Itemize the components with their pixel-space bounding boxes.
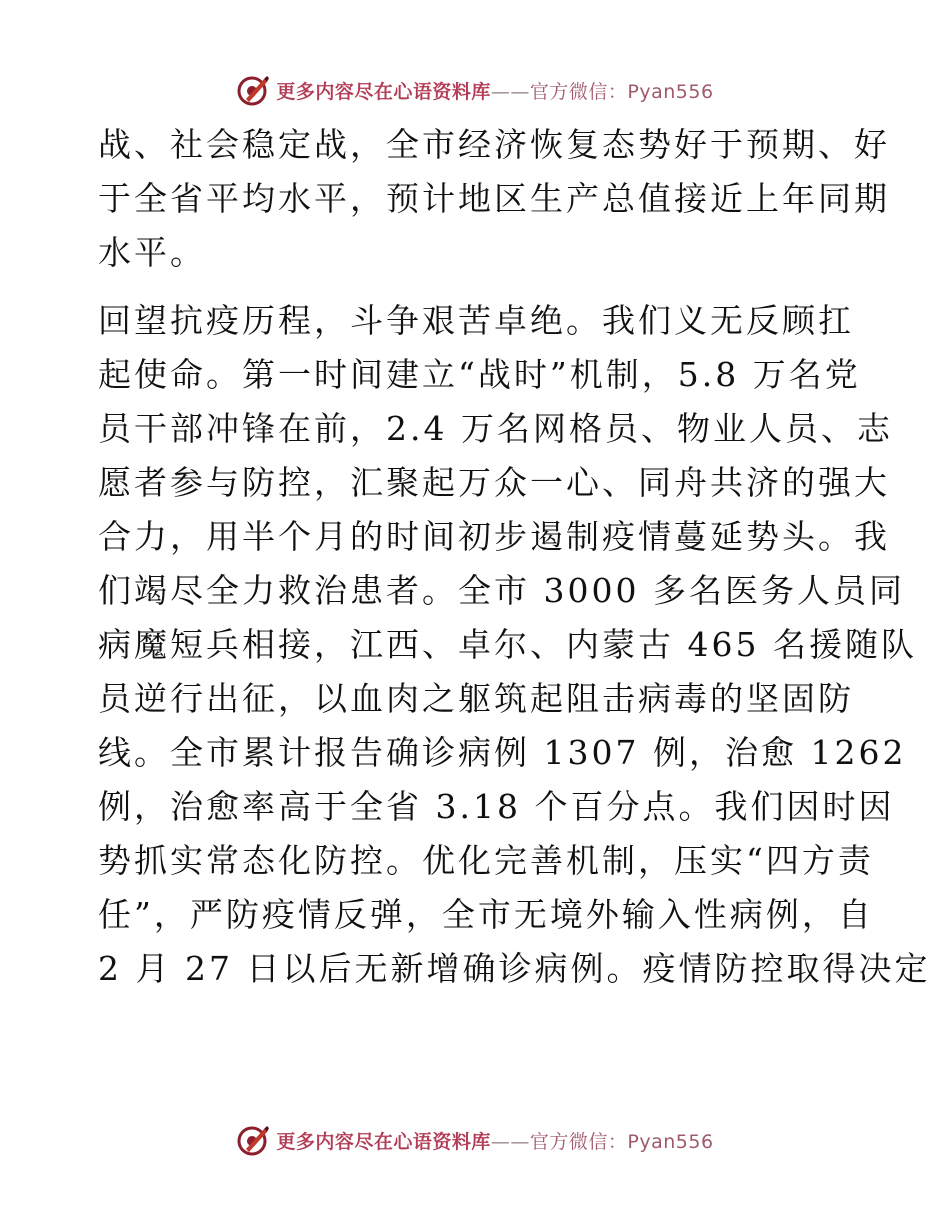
footer-brand-text: 更多内容尽在心语资料库 xyxy=(276,1130,491,1153)
footer-wechat-text: 官方微信：Pyan556 xyxy=(529,1130,714,1153)
text-line: 例，治愈率高于全省 3.18 个百分点。我们因时因 xyxy=(98,787,895,826)
document-body xyxy=(98,118,931,996)
text-line: 员逆行出征，以血肉之躯筑起阻击病毒的坚固防 xyxy=(98,679,854,718)
header-banner-inner xyxy=(236,73,713,107)
text-line: 水平。 xyxy=(98,233,206,272)
pen-logo-icon xyxy=(236,73,270,107)
header-dash: —— xyxy=(490,80,530,103)
text-line: 战、社会稳定战，全市经济恢复态势好于预期、好 xyxy=(98,125,890,164)
text-line: 合力，用半个月的时间初步遏制疫情蔓延势头。我 xyxy=(98,517,890,556)
header-banner-text xyxy=(276,77,713,104)
text-line: 2 月 27 日以后无新增确诊病例。疫情防控取得决定 xyxy=(98,949,931,988)
text-line: 势抓实常态化防控。优化完善机制，压实“四方责 xyxy=(98,841,874,880)
header-banner xyxy=(0,70,950,110)
text-line: 愿者参与防控，汇聚起万众一心、同舟共济的强大 xyxy=(98,463,890,502)
footer-banner xyxy=(0,1120,950,1160)
footer-banner-text xyxy=(276,1127,713,1154)
pen-logo-icon xyxy=(236,1123,270,1157)
paragraph-2 xyxy=(98,294,931,996)
text-line: 任”，严防疫情反弹，全市无境外输入性病例，自 xyxy=(98,895,874,934)
text-line: 于全省平均水平，预计地区生产总值接近上年同期 xyxy=(98,179,890,218)
text-line: 线。全市累计报告确诊病例 1307 例，治愈 1262 xyxy=(98,733,907,772)
text-line: 起使命。第一时间建立“战时”机制，5.8 万名党 xyxy=(98,355,861,394)
header-wechat-text: 官方微信：Pyan556 xyxy=(529,80,714,103)
paragraph-1 xyxy=(98,118,890,280)
text-line: 回望抗疫历程，斗争艰苦卓绝。我们义无反顾扛 xyxy=(98,301,854,340)
text-line: 员干部冲锋在前，2.4 万名网格员、物业人员、志 xyxy=(98,409,893,448)
text-line: 病魔短兵相接，江西、卓尔、内蒙古 465 名援随队 xyxy=(98,625,917,664)
paragraph-spacer xyxy=(98,280,858,294)
text-line: 们竭尽全力救治患者。全市 3000 多名医务人员同 xyxy=(98,571,905,610)
footer-banner-inner xyxy=(236,1123,713,1157)
header-brand-text: 更多内容尽在心语资料库 xyxy=(276,80,491,103)
footer-dash: —— xyxy=(490,1130,530,1153)
